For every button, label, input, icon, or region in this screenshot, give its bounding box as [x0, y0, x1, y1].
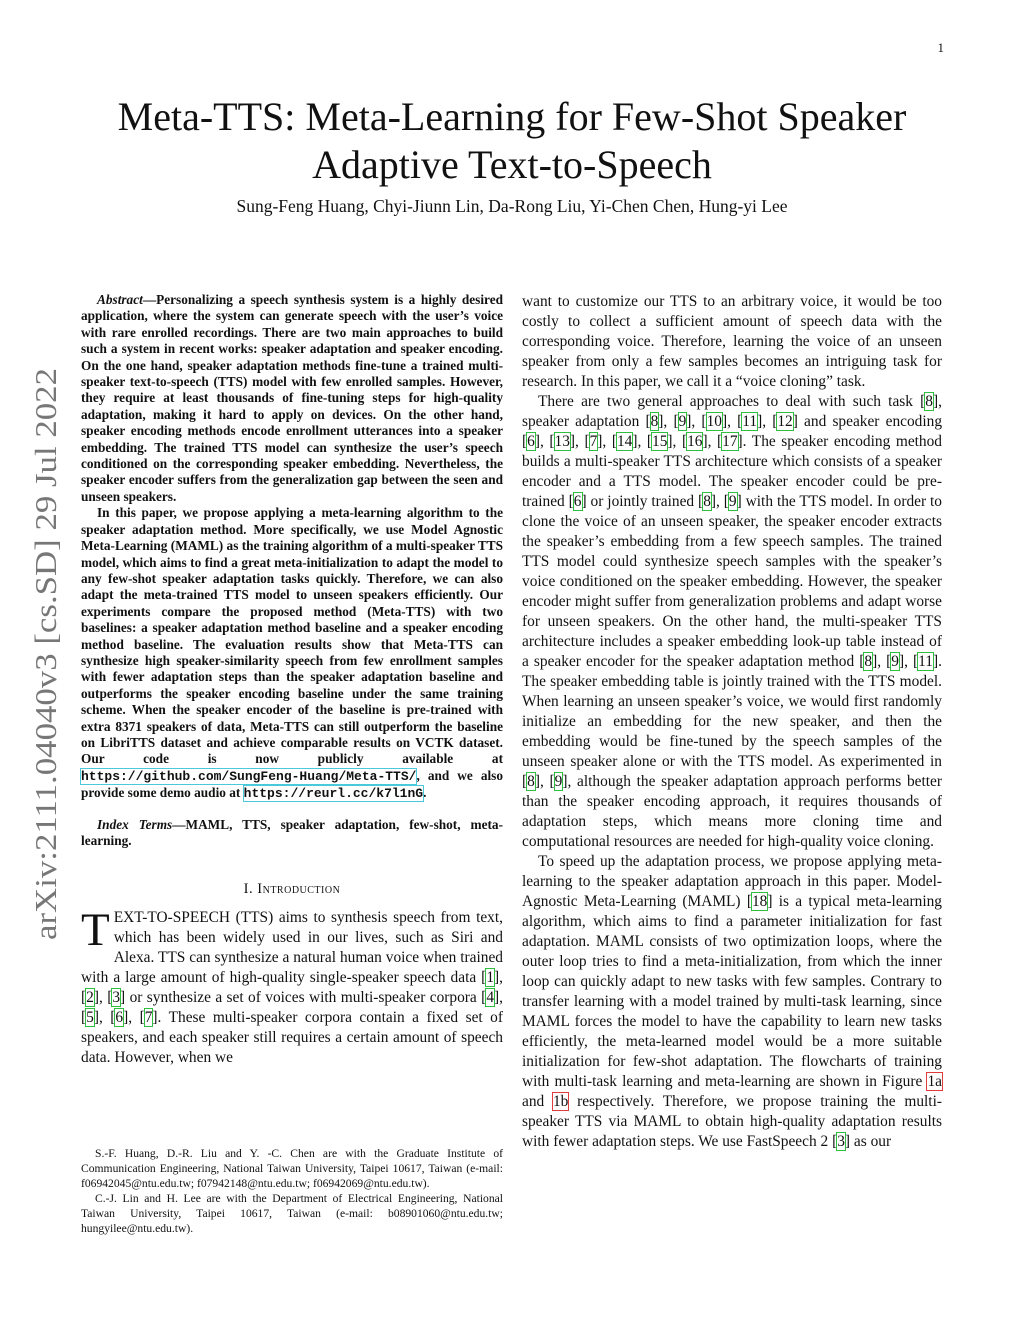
intro-p1c: . These multi-speaker corpora contain a fixed set of speakers, and each speaker still requires a certain amount of speech data. However, when we [81, 1009, 503, 1067]
abstract-p1: —Personalizing a speech synthesis system is a highly desired application, where the system can generate speech with the user’s voice with rare enrolled recordings. There are two main approaches to build such a system in recent works: speaker adaptation and speaker encoding. On the one hand, speaker adaptation methods fine-tune a trained multi-speaker text-to-speech (TTS) model with few enrolled samples. However, they require at least thousands of fine-tuning steps for high-quality adaptation, making it hard to apply on devices. On the other hand, speaker encoding methods encode enrollment utterances into a speaker embedding. The trained TTS model can synthesize the user’s speech conditioned on the corresponding speaker embedding. Nevertheless, the speaker encoder suffers from the generalization gap between the seen and unseen speakers. [81, 292, 503, 504]
cite-link[interactable]: 3 [837, 1133, 845, 1150]
title-line-2: Adaptive Text-to-Speech [312, 142, 712, 187]
index-terms-text: —MAML, TTS, speaker adaptation, few-shot, meta-learning. [81, 816, 504, 848]
cite-link[interactable]: 10 [706, 413, 722, 430]
footnote-1: S.-F. Huang, D.-R. Liu and Y. -C. Chen are with the Graduate Institute of Communication Engineering, National Taiwan University, Taipei 10617, Taiwan (e-mail: f06942045@ntu.edu.tw; f07942148@ntu.edu.tw; f06942069@ntu.edu.tw). [81, 1147, 503, 1190]
cite-link[interactable]: 17 [722, 433, 738, 450]
intro-left: TEXT-TO-SPEECH (TTS) aims to synthesis speech from text, which has been widely used in our lives, such as Siri and Alexa. TTS can synthesize a natural human voice when trained with a large amount of high-quality single-speaker speech data [1], [2], [3] or synthesize a set of voices with multi-speaker corpora [4], [5], [6], [7]. These multi-speaker corpora contain a fixed set of speakers, and each speaker still requires a certain amount of speech data. However, when we [81, 904, 503, 1067]
intro-right: want to customize our TTS to an arbitrary voice, it would be too costly to collect a sufficient amount of speech data with the corresponding voice. Therefore, learning the voice of an unseen speaker from only a few samples becomes an intriguing task for research. In this paper, we call it a “voice cloning” task. There are two general approaches to deal with such task [8], speaker adaptation [8], [9], [10], [11], [12] and speaker encoding [6], [13], [7], [14], [15], [16], [17]. The speaker encoding method builds a multi-speaker TTS architecture which consists of a speaker encoder and a TTS model. The speaker encoder could be pre-trained [6] or jointly trained [8], [9] with the TTS model. In order to clone the voice of an unseen speaker, the speaker encoder extracts the speaker’s embedding from a few speech samples. The trained TTS model could synthesize speech samples with the speaker’s voice conditioned on the speaker embedding. However, the speaker encoder might suffer from generalization problems and adapt worse for unseen speakers. On the other hand, the multi-speaker TTS architecture includes a speaker embedding look-up table instead of a speaker encoder for the speaker adaptation method [8], [9], [11]. The speaker embedding table is jointly trained with the TTS model. When learning an unseen speaker’s voice, we would first randomly initialize an embedding for the new speaker, and then the embedding would be fine-tuned by the speech samples of the unseen speaker alone or with the TTS model. As experimented in [8], [9], although the speaker adaptation approach performs better than the speaker encoding approach, it requires thousands of adaptation steps, which means more cloning time and computational resources are needed for high-quality voice cloning. To speed up the adaptation process, we propose applying meta-learning to the speaker adaptation approach in this paper. Model-Agnostic Meta-Learning (MAML) [18] is a typical meta-learning algorithm, which aims to find a parameter initialization for fast adaptation. MAML consists of two optimization loops, where the outer loop tries to find a meta-initialization, from which the inner loop can quickly adapt to new tasks with few samples. Contrary to transfer learning with a model trained by multi-task learning, since MAML forces the model to have the capability to learn new tasks efficiently, the meta-learned model would be a more suitable initialization for few-shot adaptation. The flowcharts of training with multi-task learning and meta-learning are shown in Figure 1a and 1b respectively. Therefore, we propose training the multi-speaker TTS via MAML to obtain high-quality adaptation results with fewer adaptation steps. We use FastSpeech 2 [3] as our [522, 293, 943, 1150]
section-title: Introduction [257, 881, 341, 898]
cite-link[interactable]: 16 [687, 433, 703, 450]
cite-link[interactable]: 8 [925, 393, 933, 410]
left-column [81, 292, 503, 1068]
cite-link[interactable]: 5 [86, 1009, 94, 1027]
title-line-1: Meta-TTS: Meta-Learning for Few-Shot Speaker [117, 94, 907, 139]
cite-link[interactable]: 2 [86, 989, 94, 1007]
cite-link[interactable]: 1 [486, 969, 495, 987]
cite-link[interactable]: 3 [112, 989, 121, 1007]
abstract-p2: In this paper, we propose applying a meta-learning algorithm to the speaker adaptation method. More specifically, we use Model Agnostic Meta-Learning (MAML) as the training algorithm of a multi-speaker TTS model, which aims to find a great meta-initialization to adapt the model to any few-shot speaker adaptation tasks quickly. Therefore, we can also adapt the meta-trained TTS model to unseen speakers efficiently. Our experiments compare the proposed method (Meta-TTS) with two baselines: a speaker adaptation method baseline and a speaker encoding method baseline. The evaluation results show that Meta-TTS can synthesize high speaker-similarity speech from few enrollment samples with fewer adaptation steps than the speaker adaptation baseline and outperforms the speaker encoding baseline under the same training scheme. When the speaker encoder of the baseline is pre-trained with extra 8371 speakers of data, Meta-TTS can still outperform the baseline on LibriTTS dataset and achieve comparable results on VCTK dataset. Our code is now publicly available at [81, 505, 503, 767]
index-terms [81, 817, 503, 850]
right-p1d: . The speaker encoding method builds a multi-speaker TTS architecture which consists of a speaker encoder and a TTS model. The speaker encoder could be pre-trained [522, 433, 943, 510]
cite-link[interactable]: 4 [486, 989, 495, 1007]
intro-p1b: or synthesize a set of voices with multi-speaker corpora [125, 989, 482, 1007]
right-p1a: There are two general approaches to deal with such task [538, 393, 921, 410]
cite-link[interactable]: 12 [777, 413, 793, 430]
cite-link[interactable]: 8 [864, 653, 873, 670]
arxiv-stamp [22, 365, 68, 940]
right-p1e: or jointly trained [586, 493, 699, 510]
cite-link[interactable]: 8 [703, 493, 711, 510]
right-p1c: and speaker encoding [797, 413, 943, 430]
right-p2c: and [522, 1093, 553, 1110]
cite-link[interactable]: 14 [616, 433, 633, 450]
figure-link-1b[interactable]: 1b [552, 1093, 569, 1110]
section-number: I. [243, 881, 254, 898]
right-p0: want to customize our TTS to an arbitrary voice, it would be too costly to collect a sufficient amount of speech data with the corresponding voice. Therefore, learning the voice of an unseen speaker from only a few samples becomes an intriguing task for research. In this paper, we call it a “voice cloning” task. [522, 293, 942, 390]
cite-link[interactable]: 11 [918, 653, 933, 670]
cite-link[interactable]: 18 [751, 893, 768, 910]
cite-link[interactable]: 9 [728, 493, 737, 510]
arxiv-id: arXiv:2111.04040v3 [cs.SD] 29 Jul 2022 [28, 430, 63, 940]
footnotes [81, 1146, 503, 1236]
cite-link[interactable]: 7 [144, 1009, 153, 1027]
right-p1h: , although the speaker adaptation approach performs better than the speaker encoding approach, it requires thousands of adaptation steps, which means more cloning time and computational resources are needed for high-quality voice cloning. [522, 773, 942, 850]
cite-link[interactable]: 9 [678, 413, 687, 430]
cite-link[interactable]: 13 [554, 433, 570, 450]
index-terms-label: Index Terms [97, 816, 173, 832]
right-p1f: with the TTS model. In order to clone the voice of an unseen speaker, the speaker encoder extracts the speaker’s embedding from a few speech samples. The trained TTS model could synthesize speech samples with the speaker’s voice conditioned on the speaker embedding. However, the speaker encoder might suffer from generalization problems and adapt worse for unseen speakers. On the other hand, the multi-speaker TTS architecture includes a speaker embedding look-up table instead of a speaker encoder for the speaker adaptation method [522, 493, 942, 670]
right-p2b: is a typical meta-learning algorithm, which aims to find a parameter initialization for fast adaptation. MAML consists of two optimization loops, where the outer loop tries to find a meta-initialization, from which the inner loop can quickly adapt to new tasks with few samples. Contrary to transfer learning with a model trained by multi-task learning, since MAML forces the model to have the capability to learn new tasks efficiently, the meta-learned model would be a more suitable initialization for few-shot adaptation. The flowcharts of training with multi-task learning and meta-learning are shown in Figure [522, 893, 942, 1090]
abstract-p2b: , and we also provide some demo audio at [81, 767, 503, 801]
cite-link[interactable]: 8 [650, 413, 659, 430]
right-column [522, 292, 942, 1152]
cite-link[interactable]: 9 [554, 773, 563, 790]
right-p2d: respectively. Therefore, we propose training the multi-speaker TTS via MAML to obtain high-quality adaptation results with fewer adaptation steps. We use FastSpeech 2 [522, 1093, 942, 1150]
right-p1g: . The speaker embedding table is jointly trained with the TTS model. When learning an unseen speaker’s voice, we would first randomly initialize an embedding for the new speaker, and then the embedding would be fine-tuned by the speech samples of the unseen speaker alone or with the TTS model. As experimented in [522, 653, 942, 770]
cite-link[interactable]: 7 [589, 433, 598, 450]
intro-lead: EXT-TO-SPEECH [113, 909, 231, 927]
cite-link[interactable]: 9 [891, 653, 899, 670]
right-p2a: To speed up the adaptation process, we propose applying meta-learning to the speaker adaptation approach in this paper. Model-Agnostic Meta-Learning (MAML) [522, 853, 942, 910]
cite-link[interactable]: 6 [527, 433, 535, 450]
abstract [81, 292, 503, 803]
footnote-2: C.-J. Lin and H. Lee are with the Department of Electrical Engineering, National Taiwan University, Taipei 10617, Taiwan (e-mail: b08901060@ntu.edu.tw; hungyilee@ntu.edu.tw). [81, 1192, 503, 1235]
demo-link[interactable]: https://reurl.cc/k7l1nG [243, 786, 424, 802]
abstract-p2c: . [423, 785, 427, 801]
cite-link[interactable]: 6 [573, 493, 582, 510]
section-heading [81, 881, 503, 898]
author-list: Sung-Feng Huang, Chyi-Jiunn Lin, Da-Rong Liu, Yi-Chen Chen, Hung-yi Lee [236, 196, 788, 216]
figure-link-1a[interactable]: 1a [927, 1073, 942, 1090]
cite-link[interactable]: 8 [527, 773, 535, 790]
right-p2e: as our [850, 1133, 892, 1150]
intro-p1a: (TTS) aims to synthesis speech from text, which has been widely used in our lives, such as Siri and Alexa. TTS can synthesize a natural human voice when trained with a large amount of high-quality single-speaker speech data [81, 909, 503, 987]
page-number: 1 [937, 40, 944, 55]
code-link[interactable]: https://github.com/SungFeng-Huang/Meta-TTS/ [81, 768, 417, 784]
paper-title [60, 93, 964, 189]
right-p1b: , speaker adaptation [522, 393, 942, 430]
cite-link[interactable]: 6 [115, 1009, 124, 1027]
cite-link[interactable]: 15 [652, 433, 668, 450]
abstract-label: Abstract [97, 292, 143, 307]
cite-link[interactable]: 11 [742, 413, 758, 430]
dropcap: T [81, 904, 110, 957]
